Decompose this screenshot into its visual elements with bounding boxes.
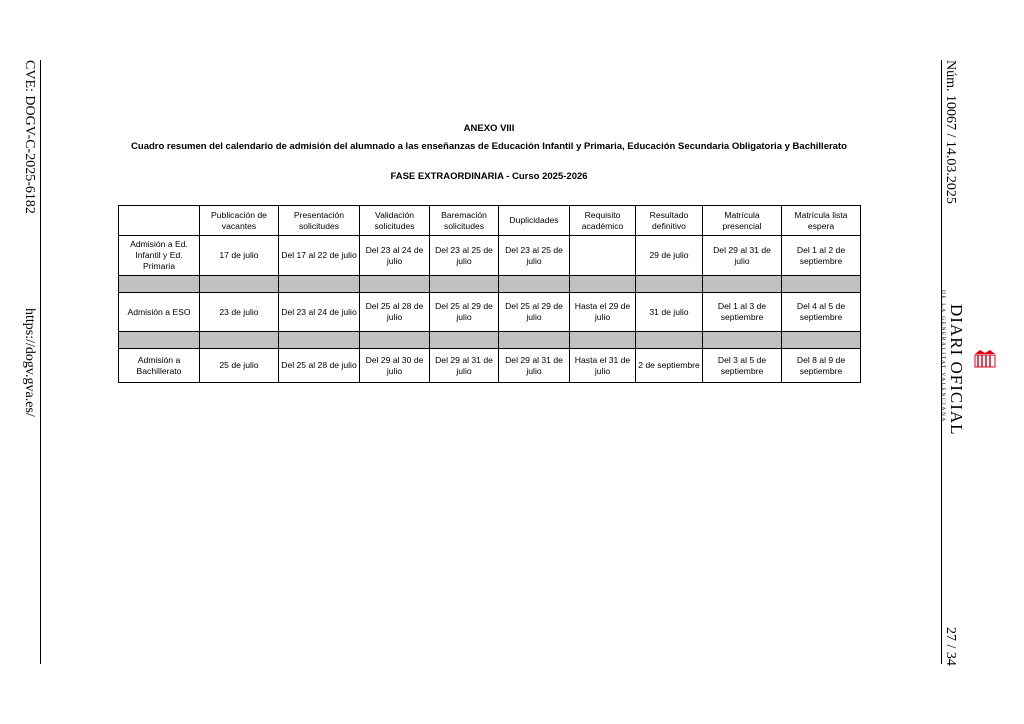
table-cell: Del 4 al 5 de septiembre [782, 293, 861, 332]
table-cell: 17 de julio [200, 236, 279, 276]
admission-calendar-table [118, 205, 861, 383]
table-cell: Del 23 al 24 de julio [279, 293, 360, 332]
table-cell: 29 de julio [636, 236, 703, 276]
left-margin-rule [40, 60, 41, 664]
source-url[interactable]: https://dogv.gva.es/ [22, 308, 37, 417]
table-cell: 31 de julio [636, 293, 703, 332]
table-separator-row [119, 276, 861, 293]
table-cell: 2 de septiembre [636, 349, 703, 383]
table-cell: Del 8 al 9 de septiembre [782, 349, 861, 383]
header-cell: Requisito académico [570, 206, 636, 236]
table-cell: Del 25 al 29 de julio [499, 293, 570, 332]
document-title: Cuadro resumen del calendario de admisión del alumnado a las enseñanzas de Educación Infantil y Primaria, Educación Secundaria Obligatoria y Bachillerato [131, 141, 847, 152]
logo-sub-text: DE LA GENERALITAT VALENCIANA [940, 290, 946, 423]
table-cell: Del 17 al 22 de julio [279, 236, 360, 276]
header-cell: Validación solicitudes [360, 206, 430, 236]
table-cell: Del 1 al 2 de septiembre [782, 236, 861, 276]
table-cell: Admisión a Bachillerato [119, 349, 200, 383]
header-cell: Baremación solicitudes [430, 206, 499, 236]
cve-code: CVE: DOGV-C-2025-6182 [22, 60, 37, 214]
table-header-row [119, 206, 861, 236]
table-cell: Del 25 al 28 de julio [360, 293, 430, 332]
header-cell: Presentación solicitudes [279, 206, 360, 236]
table-cell: Hasta el 29 de julio [570, 293, 636, 332]
table-row [119, 293, 861, 332]
table-cell: Admisión a Ed. Infantil y Ed. Primaria [119, 236, 200, 276]
table-cell: Hasta el 31 de julio [570, 349, 636, 383]
table-cell: Del 3 al 5 de septiembre [703, 349, 782, 383]
annex-title: ANEXO VIII [463, 123, 515, 134]
table-cell: Admisión a ESO [119, 293, 200, 332]
table-cell: 23 de julio [200, 293, 279, 332]
logo-main-text: DIARI OFICIAL [947, 304, 966, 436]
table-cell: Del 23 al 25 de julio [499, 236, 570, 276]
table-cell: Del 25 al 28 de julio [279, 349, 360, 383]
header-cell: Resultado definitivo [636, 206, 703, 236]
header-cell: Matrícula presencial [703, 206, 782, 236]
header-cell [119, 206, 200, 236]
table-row [119, 349, 861, 383]
header-cell: Publicación de vacantes [200, 206, 279, 236]
table-cell: Del 29 al 31 de julio [703, 236, 782, 276]
table-cell: Del 29 al 31 de julio [430, 349, 499, 383]
header-cell: Matrícula lista espera [782, 206, 861, 236]
table-row [119, 236, 861, 276]
table-cell: Del 23 al 24 de julio [360, 236, 430, 276]
table-cell: Del 1 al 3 de septiembre [703, 293, 782, 332]
header-cell: Duplicidades [499, 206, 570, 236]
table-cell: Del 29 al 31 de julio [499, 349, 570, 383]
table-cell: Del 29 al 30 de julio [360, 349, 430, 383]
issue-number-date: Núm. 10067 / 14.03.2025 [943, 60, 958, 204]
table-cell: Del 23 al 25 de julio [430, 236, 499, 276]
phase-subtitle: FASE EXTRAORDINARIA - Curso 2025-2026 [390, 171, 588, 182]
table-cell: Del 25 al 29 de julio [430, 293, 499, 332]
page-number: 27 / 34 [943, 627, 958, 666]
table-separator-row [119, 332, 861, 349]
generalitat-crest-icon [975, 350, 995, 367]
table-cell [570, 236, 636, 276]
table-cell: 25 de julio [200, 349, 279, 383]
